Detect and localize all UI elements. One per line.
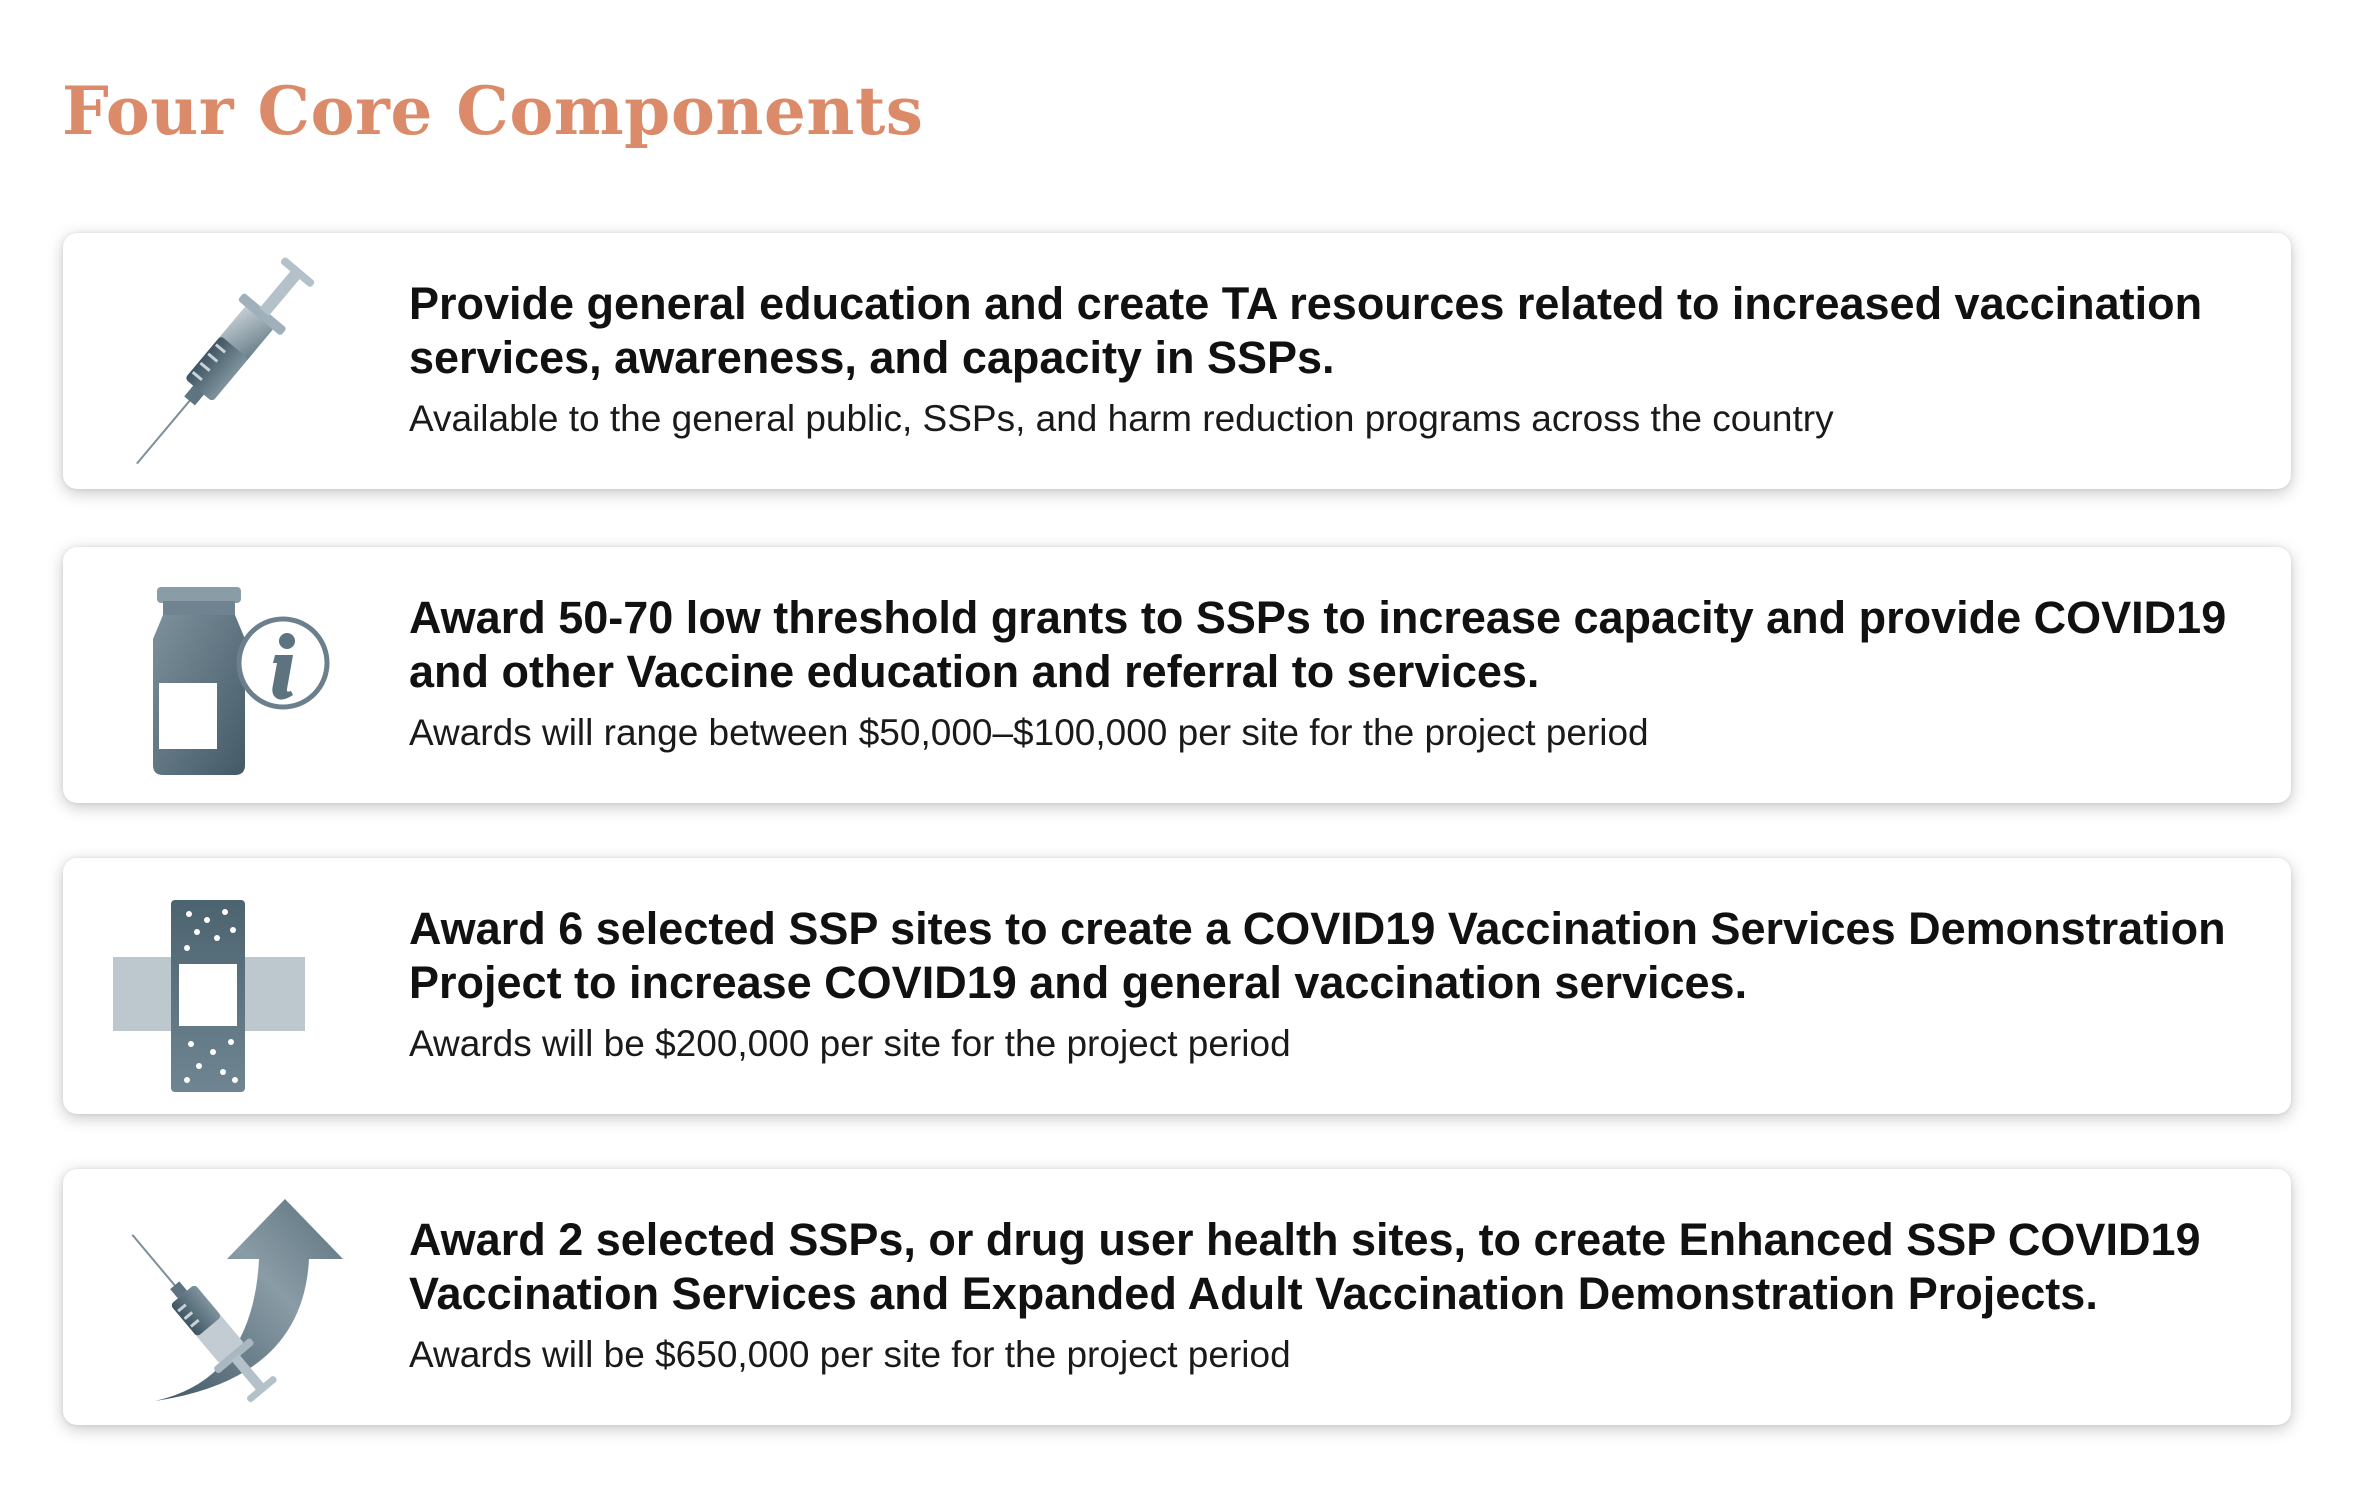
bandage-icon <box>103 868 343 1104</box>
component-card-low-threshold-grants <box>63 547 2291 803</box>
component-card-enhanced-services <box>63 1169 2291 1425</box>
component-detail: Awards will be $200,000 per site for the project period <box>409 1023 1291 1064</box>
component-headline: Award 2 selected SSPs, or drug user health sites, to create Enhanced SSP COVID19 Vaccination Services and Expanded Adult Vaccination Demonstration Projects. <box>409 1214 2201 1319</box>
component-headline: Award 6 selected SSP sites to create a COVID19 Vaccination Services Demonstration Project to increase COVID19 and general vaccination services. <box>409 903 2226 1008</box>
page-title: Four Core Components <box>62 72 924 150</box>
vaccine-vial-info-icon <box>103 557 343 793</box>
component-card-demonstration-project <box>63 858 2291 1114</box>
syringe-arrow-icon <box>103 1179 343 1415</box>
component-headline: Provide general education and create TA resources related to increased vaccination services, awareness, and capacity in SSPs. <box>409 278 2203 383</box>
component-detail: Awards will range between $50,000–$100,000 per site for the project period <box>409 712 1649 753</box>
syringe-icon <box>103 243 343 479</box>
component-headline: Award 50-70 low threshold grants to SSPs to increase capacity and provide COVID19 and other Vaccine education and referral to services. <box>409 592 2227 697</box>
component-card-education <box>63 233 2291 489</box>
component-detail: Awards will be $650,000 per site for the project period <box>409 1334 1291 1375</box>
component-detail: Available to the general public, SSPs, and harm reduction programs across the country <box>409 398 1834 439</box>
